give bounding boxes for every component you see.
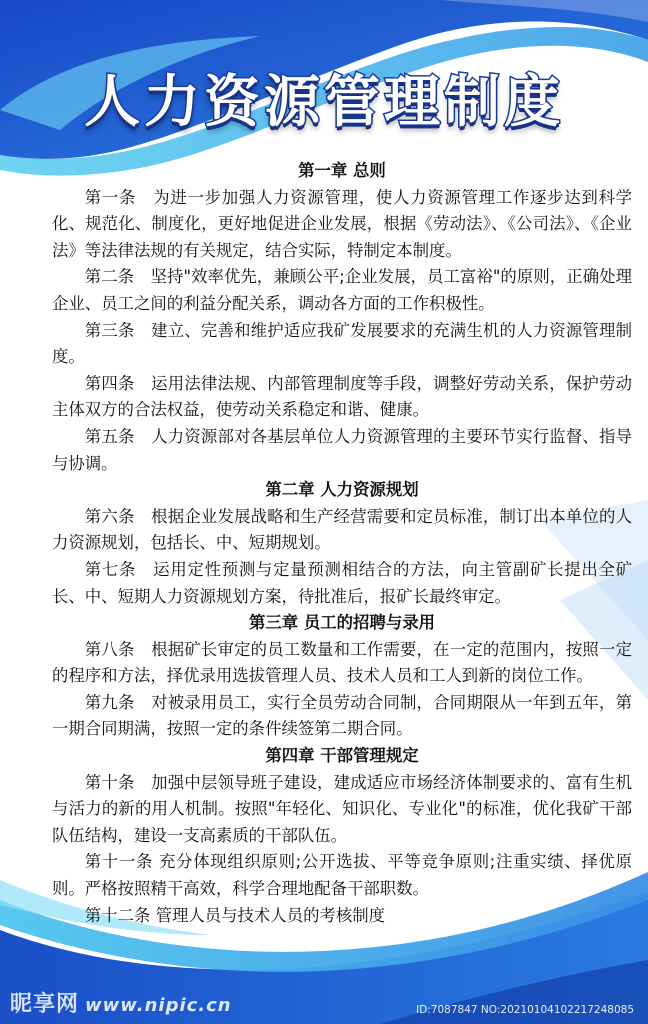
watermark-logo: [10, 987, 232, 1018]
article-paragraph: 第五条 人力资源部对各基层单位人力资源管理的主要环节实行监督、指导与协调。: [52, 426, 632, 473]
article-paragraph: 第一条 为进一步加强人力资源管理，使人力资源管理工作逐步达到科学化、规范化、制度化，更好地促进企业发展，根据《劳动法》、《公司法》、《企业法》等法律法规的有关规定，结合实际，特制定本制度。: [52, 187, 632, 260]
chapter-heading: 第三章 员工的招聘与录用: [248, 613, 435, 633]
article-paragraph: 第十二条 管理人员与技术人员的考核制度: [84, 905, 386, 925]
chapter-heading: 第一章 总则: [298, 161, 386, 180]
article-paragraph: 第二条 坚持"效率优先，兼顾公平;企业发展，员工富裕"的原则，正确处理企业、员工之间的利益分配关系，调动各方面的工作积极性。: [52, 267, 632, 313]
chapter-heading: 第四章 干部管理规定: [265, 746, 419, 766]
article-paragraph: 第四条 运用法律法规、内部管理制度等手段，调整好劳动关系，保护劳动主体双方的合法权益，使劳动关系稳定和谐、健康。: [52, 373, 632, 420]
chapter-heading: 第二章 人力资源规划: [265, 480, 419, 500]
watermark-logo-text: 昵享网: [10, 992, 80, 1017]
article-paragraph: 第七条 运用定性预测与定量预测相结合的方法，向主管副矿长提出全矿长、中、短期人力资源规划方案，待批准后，报矿长最终审定。: [52, 559, 632, 606]
article-paragraph: 第十一条 充分体现组织原则;公开选拔、平等竞争原则;注重实绩、择优原则。严格按照精干高效，科学合理地配备干部职数。: [52, 852, 632, 899]
article-paragraph: 第六条 根据企业发展战略和生产经营需要和定员标准，制订出本单位的人力资源规划，包括长、中、短期规划。: [52, 506, 632, 553]
page-title: 人力资源管理制度: [84, 70, 564, 135]
article-paragraph: 第十条 加强中层领导班子建设，建成适应市场经济体制要求的、富有生机与活力的新的用人机制。按照"年轻化、知识化、专业化"的标准，优化我矿干部队伍结构，建设一支高素质的干部队伍。: [52, 772, 632, 845]
article-paragraph: 第九条 对被录用员工，实行全员劳动合同制，合同期限从一年到五年，第一期合同期满，按照一定的条件续签第二期合同。: [52, 692, 632, 739]
watermark-url: www.nipic.cn: [85, 995, 232, 1016]
article-paragraph: 第八条 根据矿长审定的员工数量和工作需要，在一定的范围内，按照一定的程序和方法，择优录用选拔管理人员、技术人员和工人到新的岗位工作。: [52, 639, 632, 686]
article-paragraph: 第三条 建立、完善和维护适应我矿发展要求的充满生机的人力资源管理制度。: [52, 320, 632, 367]
watermark-id: ID:7087847 NO:20210104102217248085: [416, 1004, 634, 1016]
regulation-body: [52, 158, 632, 929]
